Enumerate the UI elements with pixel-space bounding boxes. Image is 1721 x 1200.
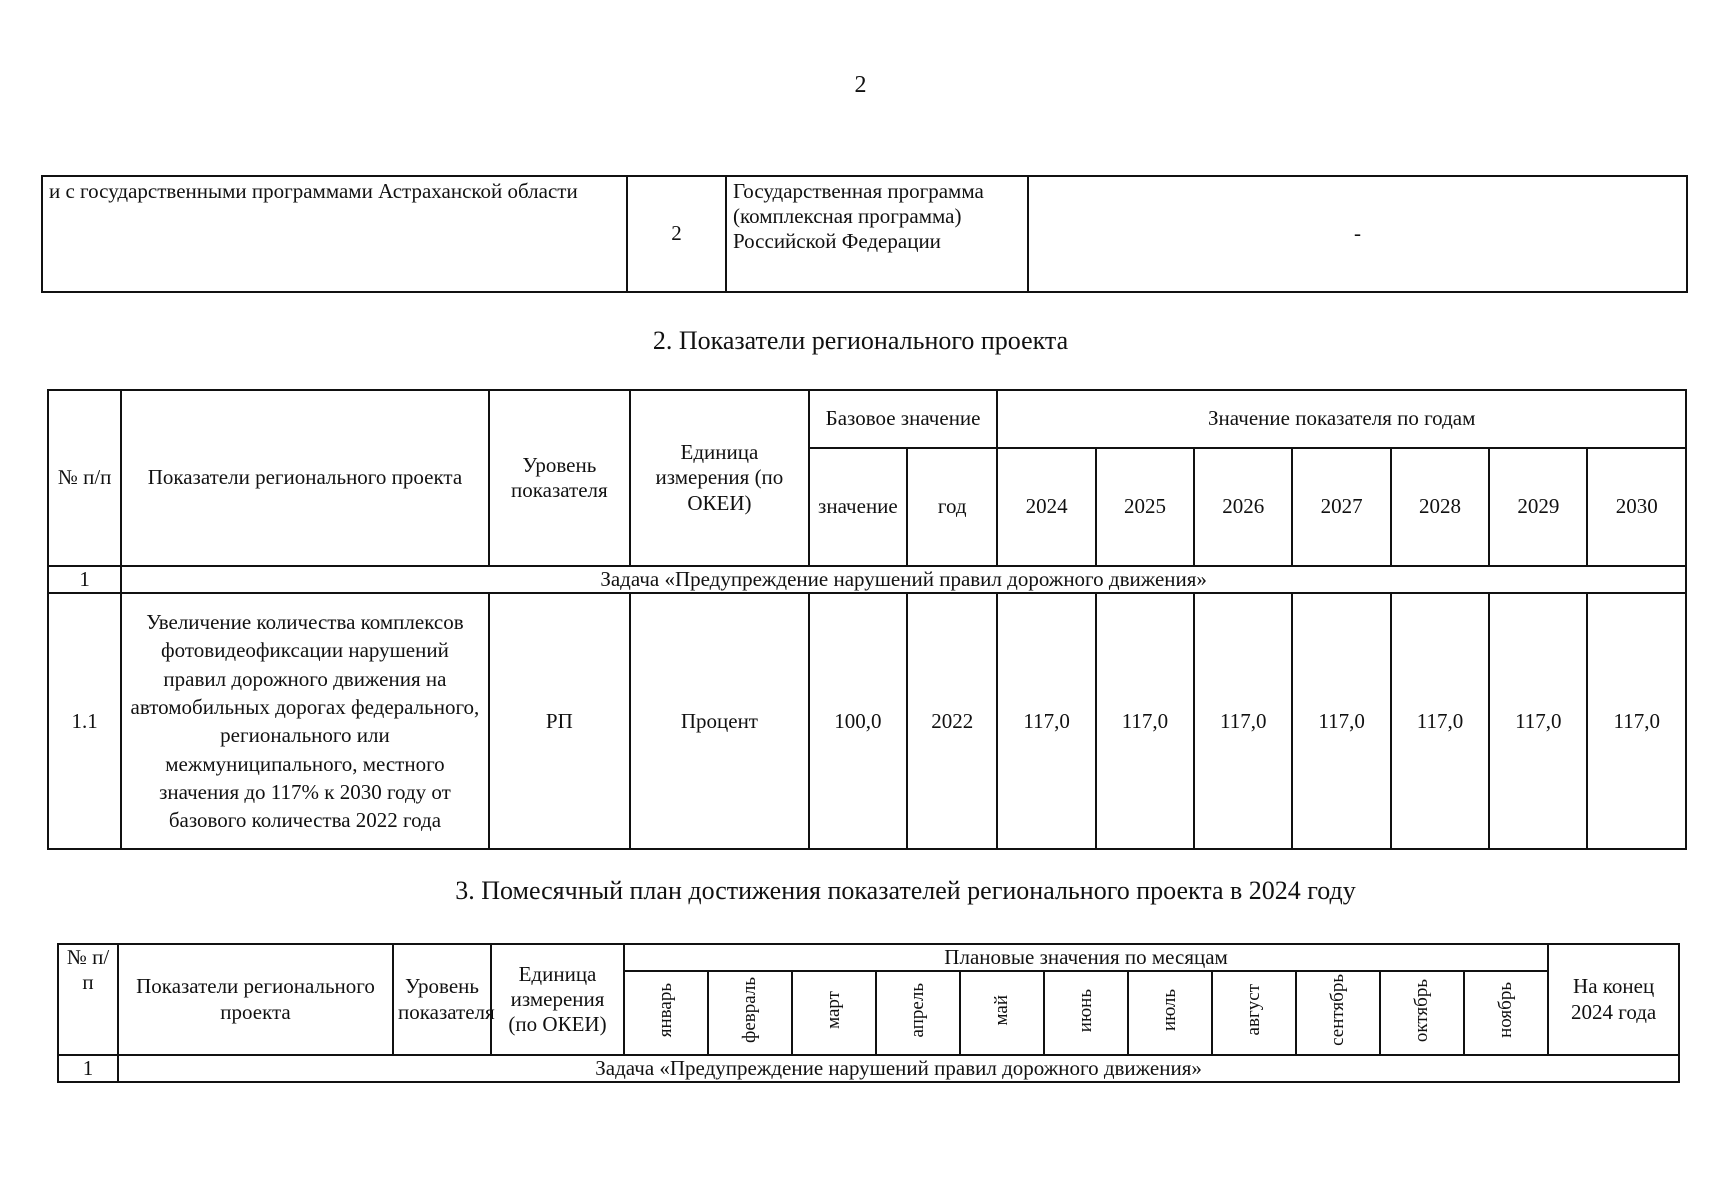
section-2-title: 2. Показатели регионального проекта xyxy=(652,326,1069,355)
header-indicator: Показатели регионального проекта xyxy=(121,390,488,566)
goal-text-cell: и с государственными программами Астраханской области xyxy=(42,176,627,292)
header-month-may: май xyxy=(960,971,1044,1055)
monthly-plan-table xyxy=(57,943,1680,1083)
task-text: Задача «Предупреждение нарушений правил дорожного движения» xyxy=(118,1055,1679,1082)
page-number: 2 xyxy=(854,72,867,98)
row-value-2024: 117,0 xyxy=(997,593,1095,849)
row-base-value: 100,0 xyxy=(809,593,907,849)
header-indicator: Показатели регионального проекта xyxy=(118,944,393,1055)
header-year-2024: 2024 xyxy=(997,448,1095,566)
header-end-of-year: На конец 2024 года xyxy=(1548,944,1679,1055)
header-by-years: Значение показателя по годам xyxy=(997,390,1686,448)
header-year-2028: 2028 xyxy=(1391,448,1489,566)
header-unit: Единица измерения (по ОКЕИ) xyxy=(491,944,624,1055)
header-month-jul: июль xyxy=(1128,971,1212,1055)
header-month-jan: январь xyxy=(624,971,708,1055)
row-base-year: 2022 xyxy=(907,593,997,849)
header-level: Уровень показателя xyxy=(489,390,631,566)
header-planned: Плановые значения по месяцам xyxy=(624,944,1548,971)
num-cell: 2 xyxy=(627,176,726,292)
task-text: Задача «Предупреждение нарушений правил дорожного движения» xyxy=(121,566,1686,593)
header-month-feb: февраль xyxy=(708,971,792,1055)
header-year-2029: 2029 xyxy=(1489,448,1587,566)
table-row xyxy=(48,593,1686,849)
section-3-title: 3. Помесячный план достижения показателей регионального проекта в 2024 году xyxy=(455,876,1356,905)
row-value-2027: 117,0 xyxy=(1292,593,1390,849)
row-indicator: Увеличение количества комплексов фотовидеофиксации нарушений правил дорожного движения на автомобильных дорогах федерального, регионального или межмуниципального, местного значения до 117% к 2030 году от базового количества 2022 года xyxy=(121,593,488,849)
row-value-2030: 117,0 xyxy=(1587,593,1686,849)
goals-continuation-table xyxy=(41,175,1688,293)
row-value-2029: 117,0 xyxy=(1489,593,1587,849)
program-cell: Государственная программа (комплексная программа) Российской Федерации xyxy=(726,176,1028,292)
row-num: 1.1 xyxy=(48,593,121,849)
header-row xyxy=(58,944,1679,971)
header-month-jun: июнь xyxy=(1044,971,1128,1055)
header-month-aug: август xyxy=(1212,971,1296,1055)
header-year-2027: 2027 xyxy=(1292,448,1390,566)
row-level: РП xyxy=(489,593,631,849)
header-num: № п/п xyxy=(58,944,118,1055)
row-value-2028: 117,0 xyxy=(1391,593,1489,849)
header-month-mar: март xyxy=(792,971,876,1055)
header-base: Базовое значение xyxy=(809,390,998,448)
header-base-value: значение xyxy=(809,448,907,566)
header-unit: Единица измерения (по ОКЕИ) xyxy=(630,390,809,566)
header-month-nov: ноябрь xyxy=(1464,971,1548,1055)
task-num: 1 xyxy=(58,1055,118,1082)
header-year-2030: 2030 xyxy=(1587,448,1686,566)
row-value-2026: 117,0 xyxy=(1194,593,1292,849)
header-num: № п/п xyxy=(48,390,121,566)
header-month-oct: октябрь xyxy=(1380,971,1464,1055)
header-row xyxy=(48,390,1686,448)
task-row xyxy=(58,1055,1679,1082)
row-unit: Процент xyxy=(630,593,809,849)
row-value-2025: 117,0 xyxy=(1096,593,1194,849)
dash-cell: - xyxy=(1028,176,1687,292)
indicators-table xyxy=(47,389,1687,850)
header-level: Уровень показателя xyxy=(393,944,491,1055)
table-row xyxy=(42,176,1687,292)
header-year-2025: 2025 xyxy=(1096,448,1194,566)
task-num: 1 xyxy=(48,566,121,593)
task-row xyxy=(48,566,1686,593)
header-month-apr: апрель xyxy=(876,971,960,1055)
header-month-sep: сентябрь xyxy=(1296,971,1380,1055)
header-year-2026: 2026 xyxy=(1194,448,1292,566)
header-base-year: год xyxy=(907,448,997,566)
